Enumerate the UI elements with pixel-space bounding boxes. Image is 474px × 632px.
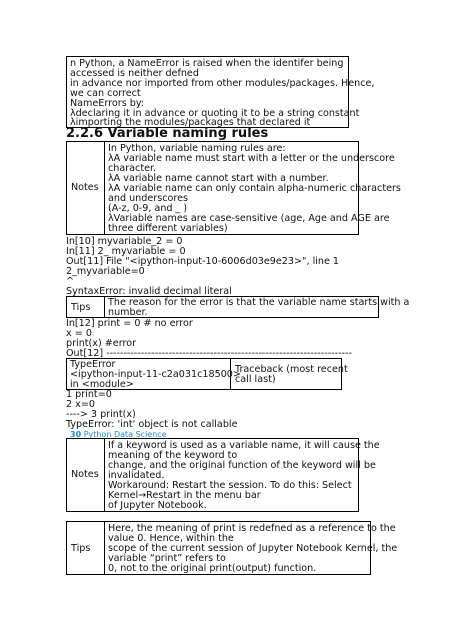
text-line: accessed is neither defned	[70, 68, 199, 79]
error-type: TypeError	[70, 359, 116, 370]
text-line: NameErrors by:	[70, 98, 145, 109]
code-line: In[10] myvariable_2 = 0	[66, 236, 183, 247]
traceback-header: Traceback (most recent	[235, 364, 348, 375]
notes-label: Notes	[71, 469, 99, 480]
text-line: meaning of the keyword to	[108, 450, 238, 461]
text-line: of Jupyter Notebook.	[108, 500, 207, 511]
section-heading: 2.2.6 Variable naming rules	[66, 126, 269, 141]
tips-label: Tips	[71, 302, 91, 313]
table-divider	[104, 522, 105, 574]
text-line: (A-z, 0-9, and _ )	[108, 203, 188, 214]
text-line: Kernel→Restart in the menu bar	[108, 490, 261, 501]
text-line: number.	[108, 307, 148, 318]
table-divider	[104, 439, 105, 511]
error-source: <ipython-input-11-c2a031c18500>	[70, 369, 241, 380]
text-line: In Python, variable naming rules are:	[108, 143, 286, 154]
traceback-header: call last)	[235, 374, 276, 385]
traceback-table	[66, 358, 348, 390]
code-line: SyntaxError: invalid decimal literal	[66, 286, 232, 297]
text-line: value 0. Hence, within the	[108, 533, 234, 544]
notes-table-naming-rules	[66, 141, 401, 235]
text-line: λA variable name cannot start with a number.	[108, 173, 329, 184]
code-line: In[12] print = 0 # no error	[66, 318, 193, 329]
text-line: Here, the meaning of print is redefned as a reference to the	[108, 523, 396, 534]
code-line: x = 0	[66, 328, 92, 339]
code-line: print(x) #error	[66, 338, 137, 349]
code-line: In[11] 2_ myvariable = 0	[66, 246, 186, 257]
tips-table-variable-name	[66, 296, 410, 318]
code-line: Out[11] File "<ipython-input-10-6006d03e9e23>", line 1	[66, 256, 340, 267]
notes-label: Notes	[71, 182, 99, 193]
text-line: The reason for the error is that the variable name starts with a	[108, 297, 410, 308]
page-number: 30	[70, 430, 82, 439]
text-line: λA variable name must start with a letter or the underscore	[108, 153, 395, 164]
text-line: If a keyword is used as a variable name, it will cause the	[108, 440, 380, 451]
book-title: Python Data Science	[83, 430, 167, 439]
code-line: ^	[66, 276, 75, 287]
text-line: λimporting the modules/packages that declared it	[70, 117, 311, 128]
text-line: λA variable name can only contain alpha-numeric characters	[108, 183, 401, 194]
text-line: in advance nor imported from other modules/packages. Hence,	[70, 78, 375, 89]
error-location: in <module>	[70, 379, 134, 390]
text-line: λdeclaring it in advance or quoting it to be a string constant	[70, 108, 360, 119]
table-divider	[104, 142, 105, 234]
text-line: we can correct	[70, 88, 141, 99]
text-line: three different variables)	[108, 223, 228, 234]
code-line: Out[12] -----------------------------------------------------------------------	[66, 348, 352, 359]
text-line: change, and the original function of the keyword will be	[108, 460, 376, 471]
text-line: variable “print” refers to	[108, 553, 226, 564]
tips-label: Tips	[71, 543, 91, 554]
text-line: λVariable names are case-sensitive (age, Age and AGE are	[108, 213, 390, 224]
text-line: character.	[108, 163, 157, 174]
tips-table-print	[66, 521, 398, 575]
notes-table-keyword	[66, 438, 380, 512]
text-line: 0, not to the original print(output) function.	[108, 563, 317, 574]
text-line: Workaround: Restart the session. To do this: Select	[108, 480, 352, 491]
nameerror-note-box	[66, 56, 375, 128]
text-line: scope of the current session of Jupyter Notebook Kernel, the	[108, 543, 398, 554]
code-line: 1 print=0	[66, 389, 112, 400]
code-line: TypeError: 'int' object is not callable	[66, 419, 238, 430]
table-divider	[104, 297, 105, 317]
code-line: ----> 3 print(x)	[66, 409, 136, 420]
text-line: n Python, a NameError is raised when the identifer being	[70, 58, 344, 69]
text-line: invalidated.	[108, 470, 165, 481]
text-line: and underscores	[108, 193, 188, 204]
code-line: 2 x=0	[66, 399, 95, 410]
code-line: 2_myvariable=0	[66, 266, 145, 277]
